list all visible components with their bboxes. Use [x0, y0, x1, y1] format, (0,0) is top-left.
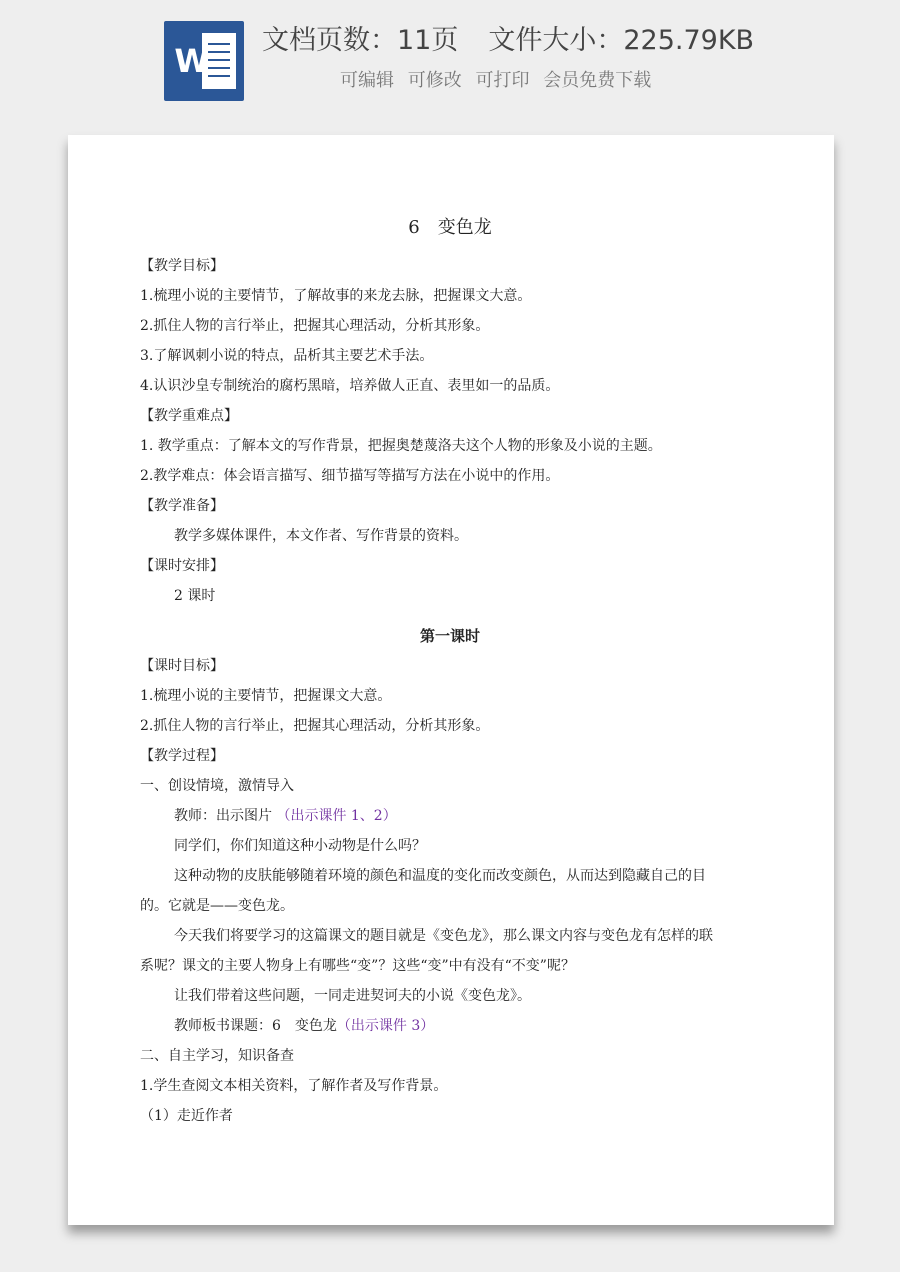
lesson-goal-item: 2.抓住人物的言行举止，把握其心理活动，分析其形象。 [140, 718, 490, 734]
lesson-title: 第一课时 [419, 627, 480, 645]
key-point-item: 2.教学难点：体会语言描写、细节描写等描写方法在小说中的作用。 [140, 468, 560, 484]
feature-editable: 可编辑 [340, 70, 394, 91]
courseware-note: （出示课件 1、2） [276, 808, 397, 824]
key-point-item: 1. 教学重点：了解本文的写作背景，把握奥楚蔑洛夫这个人物的形象及小说的主题。 [140, 438, 662, 454]
feature-modifiable: 可修改 [407, 70, 462, 91]
board-title-line [140, 1011, 760, 1041]
paragraph-lesson-intro-line1: 今天我们将要学习的这篇课文的题目就是《变色龙》，那么课文内容与变色龙有怎样的联 [174, 928, 713, 944]
document-page [68, 135, 834, 1225]
goal-item: 1.梳理小说的主要情节，了解故事的来龙去脉，把握课文大意。 [140, 288, 532, 304]
page-count: 文档页数：11页 [262, 25, 459, 56]
document-body [140, 213, 760, 1131]
feature-free-download: 会员免费下载 [543, 70, 652, 91]
document-title: 6 变色龙 [408, 217, 492, 238]
heading-teaching-goals: 【教学目标】 [140, 258, 224, 274]
schedule-text: 2 课时 [174, 588, 216, 604]
paragraph-chameleon-line2: 的。它就是——变色龙。 [140, 898, 294, 914]
goal-item: 3.了解讽刺小说的特点，品析其主要艺术手法。 [140, 348, 434, 364]
preparation-text: 教学多媒体课件，本文作者、写作背景的资料。 [174, 528, 468, 544]
file-info [262, 18, 754, 57]
feature-printable: 可打印 [475, 70, 530, 91]
step-one-heading: 一、创设情境，激情导入 [140, 778, 294, 794]
paragraph-transition: 让我们带着这些问题，一同走进契诃夫的小说《变色龙》。 [174, 988, 531, 1004]
download-banner [0, 0, 900, 120]
question-text: 同学们，你们知道这种小动物是什么吗？ [174, 838, 426, 854]
goal-item: 4.认识沙皇专制统治的腐朽黑暗，培养做人正直、表里如一的品质。 [140, 378, 560, 394]
teacher-show-text: 教师：出示图片 [174, 808, 272, 824]
heading-key-points: 【教学重难点】 [140, 408, 238, 424]
step-two-heading: 二、自主学习，知识备查 [140, 1048, 294, 1064]
word-icon-letter: W [174, 42, 210, 80]
step-two-subitem: （1）走近作者 [140, 1108, 233, 1124]
heading-lesson-goals: 【课时目标】 [140, 658, 224, 674]
step-two-item: 1.学生查阅文本相关资料，了解作者及写作背景。 [140, 1078, 448, 1094]
board-title-text: 教师板书课题：6 变色龙 [174, 1018, 337, 1034]
file-size: 文件大小：225.79KB [488, 25, 755, 56]
teacher-show-line [140, 801, 760, 831]
heading-schedule: 【课时安排】 [140, 558, 224, 574]
heading-process: 【教学过程】 [140, 748, 224, 764]
paragraph-chameleon-line1: 这种动物的皮肤能够随着环境的颜色和温度的变化而改变颜色，从而达到隐藏自己的目 [174, 868, 706, 884]
heading-preparation: 【教学准备】 [140, 498, 224, 514]
word-document-icon [164, 21, 244, 101]
feature-list [340, 66, 659, 92]
goal-item: 2.抓住人物的言行举止，把握其心理活动，分析其形象。 [140, 318, 490, 334]
lesson-goal-item: 1.梳理小说的主要情节，把握课文大意。 [140, 688, 392, 704]
paragraph-lesson-intro-line2: 系呢？课文的主要人物身上有哪些“变”？这些“变”中有没有“不变”呢？ [140, 958, 575, 974]
courseware-note: （出示课件 3） [336, 1018, 435, 1034]
